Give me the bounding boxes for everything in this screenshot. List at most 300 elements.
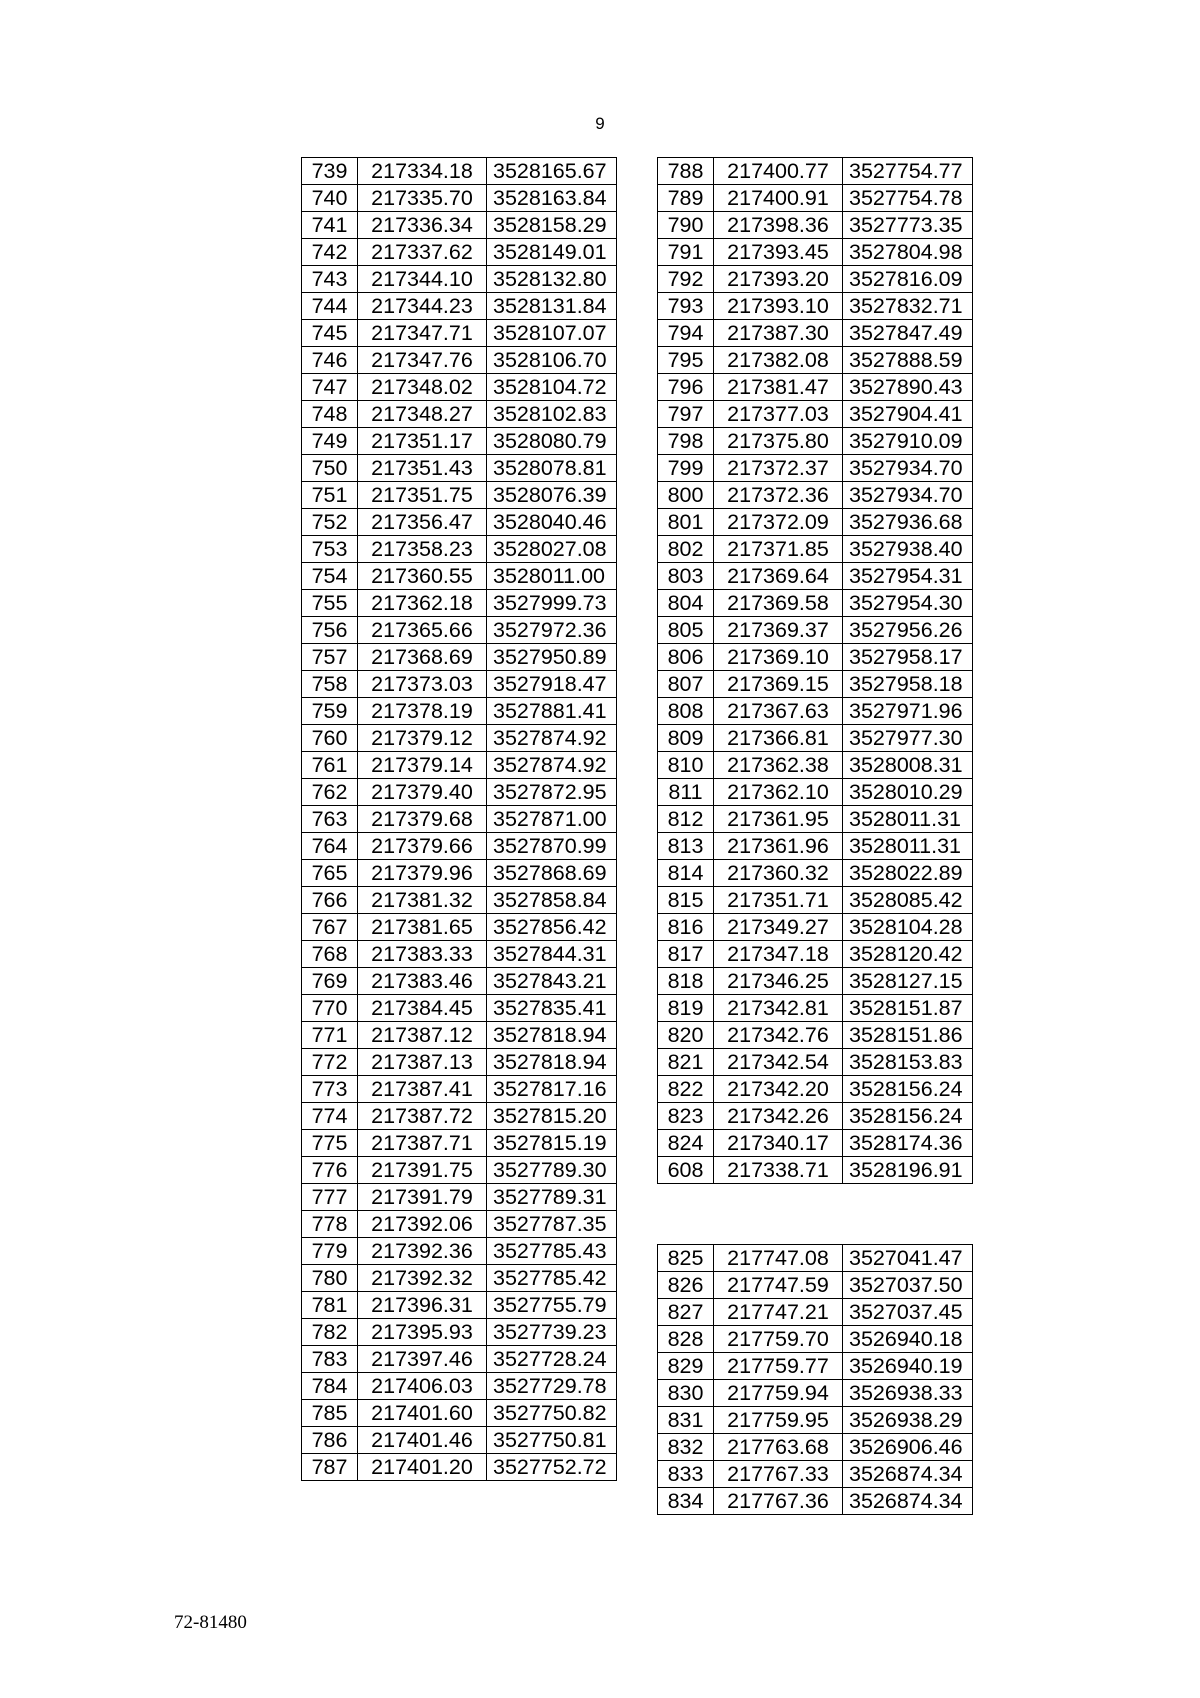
y-coordinate-cell: 3527843.21 bbox=[487, 968, 617, 995]
table-row bbox=[302, 401, 617, 428]
point-number-cell: 747 bbox=[302, 374, 358, 401]
table-row bbox=[658, 1245, 973, 1272]
table-row bbox=[302, 1265, 617, 1292]
table-row bbox=[302, 1427, 617, 1454]
point-number-cell: 817 bbox=[658, 941, 714, 968]
table-row bbox=[302, 752, 617, 779]
x-coordinate-cell: 217351.75 bbox=[358, 482, 487, 509]
point-number-cell: 811 bbox=[658, 779, 714, 806]
y-coordinate-cell: 3527904.41 bbox=[843, 401, 973, 428]
point-number-cell: 768 bbox=[302, 941, 358, 968]
x-coordinate-cell: 217747.08 bbox=[714, 1245, 843, 1272]
point-number-cell: 746 bbox=[302, 347, 358, 374]
table-row bbox=[658, 941, 973, 968]
point-number-cell: 776 bbox=[302, 1157, 358, 1184]
x-coordinate-cell: 217392.36 bbox=[358, 1238, 487, 1265]
point-number-cell: 758 bbox=[302, 671, 358, 698]
point-number-cell: 795 bbox=[658, 347, 714, 374]
x-coordinate-cell: 217337.62 bbox=[358, 239, 487, 266]
y-coordinate-cell: 3528120.42 bbox=[843, 941, 973, 968]
x-coordinate-cell: 217383.33 bbox=[358, 941, 487, 968]
y-coordinate-cell: 3527773.35 bbox=[843, 212, 973, 239]
y-coordinate-cell: 3527818.94 bbox=[487, 1049, 617, 1076]
x-coordinate-cell: 217400.77 bbox=[714, 158, 843, 185]
table-row bbox=[658, 644, 973, 671]
y-coordinate-cell: 3528156.24 bbox=[843, 1076, 973, 1103]
table-row bbox=[658, 1326, 973, 1353]
coordinate-table-left bbox=[301, 157, 617, 1481]
x-coordinate-cell: 217367.63 bbox=[714, 698, 843, 725]
y-coordinate-cell: 3528196.91 bbox=[843, 1157, 973, 1184]
point-number-cell: 821 bbox=[658, 1049, 714, 1076]
table-row bbox=[658, 185, 973, 212]
x-coordinate-cell: 217384.45 bbox=[358, 995, 487, 1022]
table-row bbox=[302, 1292, 617, 1319]
y-coordinate-cell: 3528127.15 bbox=[843, 968, 973, 995]
y-coordinate-cell: 3528158.29 bbox=[487, 212, 617, 239]
y-coordinate-cell: 3527972.36 bbox=[487, 617, 617, 644]
table-row bbox=[658, 887, 973, 914]
point-number-cell: 743 bbox=[302, 266, 358, 293]
point-number-cell: 773 bbox=[302, 1076, 358, 1103]
y-coordinate-cell: 3526940.18 bbox=[843, 1326, 973, 1353]
table-row bbox=[658, 617, 973, 644]
y-coordinate-cell: 3527785.43 bbox=[487, 1238, 617, 1265]
table-row bbox=[302, 158, 617, 185]
x-coordinate-cell: 217371.85 bbox=[714, 536, 843, 563]
table-row bbox=[302, 968, 617, 995]
point-number-cell: 814 bbox=[658, 860, 714, 887]
x-coordinate-cell: 217360.32 bbox=[714, 860, 843, 887]
y-coordinate-cell: 3527950.89 bbox=[487, 644, 617, 671]
y-coordinate-cell: 3528106.70 bbox=[487, 347, 617, 374]
point-number-cell: 752 bbox=[302, 509, 358, 536]
y-coordinate-cell: 3527041.47 bbox=[843, 1245, 973, 1272]
y-coordinate-cell: 3527750.81 bbox=[487, 1427, 617, 1454]
x-coordinate-cell: 217344.23 bbox=[358, 293, 487, 320]
x-coordinate-cell: 217759.94 bbox=[714, 1380, 843, 1407]
x-coordinate-cell: 217391.79 bbox=[358, 1184, 487, 1211]
x-coordinate-cell: 217396.31 bbox=[358, 1292, 487, 1319]
x-coordinate-cell: 217763.68 bbox=[714, 1434, 843, 1461]
table-row bbox=[658, 1299, 973, 1326]
x-coordinate-cell: 217387.72 bbox=[358, 1103, 487, 1130]
point-number-cell: 815 bbox=[658, 887, 714, 914]
point-number-cell: 763 bbox=[302, 806, 358, 833]
table-row bbox=[658, 1157, 973, 1184]
y-coordinate-cell: 3527874.92 bbox=[487, 752, 617, 779]
y-coordinate-cell: 3527789.30 bbox=[487, 1157, 617, 1184]
y-coordinate-cell: 3528010.29 bbox=[843, 779, 973, 806]
x-coordinate-cell: 217372.09 bbox=[714, 509, 843, 536]
table-row bbox=[302, 671, 617, 698]
point-number-cell: 756 bbox=[302, 617, 358, 644]
table-row bbox=[302, 266, 617, 293]
table-row bbox=[658, 806, 973, 833]
y-coordinate-cell: 3528156.24 bbox=[843, 1103, 973, 1130]
x-coordinate-cell: 217382.08 bbox=[714, 347, 843, 374]
table-row bbox=[302, 374, 617, 401]
point-number-cell: 769 bbox=[302, 968, 358, 995]
y-coordinate-cell: 3528163.84 bbox=[487, 185, 617, 212]
point-number-cell: 753 bbox=[302, 536, 358, 563]
y-coordinate-cell: 3528102.83 bbox=[487, 401, 617, 428]
point-number-cell: 797 bbox=[658, 401, 714, 428]
x-coordinate-cell: 217358.23 bbox=[358, 536, 487, 563]
point-number-cell: 742 bbox=[302, 239, 358, 266]
point-number-cell: 784 bbox=[302, 1373, 358, 1400]
point-number-cell: 807 bbox=[658, 671, 714, 698]
table-row bbox=[302, 212, 617, 239]
point-number-cell: 788 bbox=[658, 158, 714, 185]
table-row bbox=[302, 806, 617, 833]
point-number-cell: 775 bbox=[302, 1130, 358, 1157]
x-coordinate-cell: 217362.38 bbox=[714, 752, 843, 779]
point-number-cell: 808 bbox=[658, 698, 714, 725]
table-row bbox=[658, 347, 973, 374]
point-number-cell: 796 bbox=[658, 374, 714, 401]
y-coordinate-cell: 3527804.98 bbox=[843, 239, 973, 266]
table-row bbox=[302, 455, 617, 482]
table-row bbox=[658, 428, 973, 455]
x-coordinate-cell: 217387.71 bbox=[358, 1130, 487, 1157]
table-row bbox=[658, 239, 973, 266]
point-number-cell: 750 bbox=[302, 455, 358, 482]
point-number-cell: 749 bbox=[302, 428, 358, 455]
table-row bbox=[302, 941, 617, 968]
table-row bbox=[658, 509, 973, 536]
point-number-cell: 771 bbox=[302, 1022, 358, 1049]
x-coordinate-cell: 217369.37 bbox=[714, 617, 843, 644]
x-coordinate-cell: 217351.17 bbox=[358, 428, 487, 455]
x-coordinate-cell: 217747.21 bbox=[714, 1299, 843, 1326]
x-coordinate-cell: 217379.40 bbox=[358, 779, 487, 806]
y-coordinate-cell: 3527872.95 bbox=[487, 779, 617, 806]
table-row bbox=[658, 833, 973, 860]
point-number-cell: 802 bbox=[658, 536, 714, 563]
point-number-cell: 762 bbox=[302, 779, 358, 806]
table-row bbox=[302, 1049, 617, 1076]
table-row bbox=[658, 725, 973, 752]
x-coordinate-cell: 217401.46 bbox=[358, 1427, 487, 1454]
x-coordinate-cell: 217397.46 bbox=[358, 1346, 487, 1373]
x-coordinate-cell: 217372.37 bbox=[714, 455, 843, 482]
x-coordinate-cell: 217387.30 bbox=[714, 320, 843, 347]
y-coordinate-cell: 3527858.84 bbox=[487, 887, 617, 914]
y-coordinate-cell: 3526874.34 bbox=[843, 1488, 973, 1515]
table-row bbox=[658, 779, 973, 806]
table-row bbox=[302, 1076, 617, 1103]
x-coordinate-cell: 217377.03 bbox=[714, 401, 843, 428]
point-number-cell: 793 bbox=[658, 293, 714, 320]
y-coordinate-cell: 3528165.67 bbox=[487, 158, 617, 185]
y-coordinate-cell: 3527954.31 bbox=[843, 563, 973, 590]
point-number-cell: 789 bbox=[658, 185, 714, 212]
y-coordinate-cell: 3527868.69 bbox=[487, 860, 617, 887]
table-row bbox=[658, 158, 973, 185]
y-coordinate-cell: 3528151.86 bbox=[843, 1022, 973, 1049]
y-coordinate-cell: 3527832.71 bbox=[843, 293, 973, 320]
x-coordinate-cell: 217759.70 bbox=[714, 1326, 843, 1353]
y-coordinate-cell: 3527818.94 bbox=[487, 1022, 617, 1049]
y-coordinate-cell: 3527037.45 bbox=[843, 1299, 973, 1326]
x-coordinate-cell: 217381.47 bbox=[714, 374, 843, 401]
table-row bbox=[658, 1103, 973, 1130]
x-coordinate-cell: 217398.36 bbox=[714, 212, 843, 239]
table-row bbox=[302, 185, 617, 212]
x-coordinate-cell: 217346.25 bbox=[714, 968, 843, 995]
y-coordinate-cell: 3528132.80 bbox=[487, 266, 617, 293]
point-number-cell: 822 bbox=[658, 1076, 714, 1103]
table-row bbox=[302, 293, 617, 320]
y-coordinate-cell: 3527871.00 bbox=[487, 806, 617, 833]
table-row bbox=[658, 1434, 973, 1461]
y-coordinate-cell: 3527936.68 bbox=[843, 509, 973, 536]
x-coordinate-cell: 217342.54 bbox=[714, 1049, 843, 1076]
y-coordinate-cell: 3528085.42 bbox=[843, 887, 973, 914]
x-coordinate-cell: 217342.20 bbox=[714, 1076, 843, 1103]
y-coordinate-cell: 3527954.30 bbox=[843, 590, 973, 617]
table-row bbox=[302, 1238, 617, 1265]
point-number-cell: 818 bbox=[658, 968, 714, 995]
table-row bbox=[658, 320, 973, 347]
point-number-cell: 787 bbox=[302, 1454, 358, 1481]
point-number-cell: 764 bbox=[302, 833, 358, 860]
y-coordinate-cell: 3528080.79 bbox=[487, 428, 617, 455]
point-number-cell: 782 bbox=[302, 1319, 358, 1346]
point-number-cell: 819 bbox=[658, 995, 714, 1022]
x-coordinate-cell: 217406.03 bbox=[358, 1373, 487, 1400]
y-coordinate-cell: 3528011.31 bbox=[843, 806, 973, 833]
x-coordinate-cell: 217360.55 bbox=[358, 563, 487, 590]
table-row bbox=[658, 212, 973, 239]
y-coordinate-cell: 3527890.43 bbox=[843, 374, 973, 401]
table-row bbox=[302, 428, 617, 455]
y-coordinate-cell: 3527728.24 bbox=[487, 1346, 617, 1373]
y-coordinate-cell: 3527739.23 bbox=[487, 1319, 617, 1346]
x-coordinate-cell: 217401.20 bbox=[358, 1454, 487, 1481]
y-coordinate-cell: 3528104.72 bbox=[487, 374, 617, 401]
point-number-cell: 780 bbox=[302, 1265, 358, 1292]
point-number-cell: 745 bbox=[302, 320, 358, 347]
y-coordinate-cell: 3527874.92 bbox=[487, 725, 617, 752]
table-row bbox=[302, 887, 617, 914]
table-row bbox=[658, 860, 973, 887]
table-row bbox=[658, 455, 973, 482]
x-coordinate-cell: 217373.03 bbox=[358, 671, 487, 698]
table-row bbox=[302, 914, 617, 941]
y-coordinate-cell: 3527971.96 bbox=[843, 698, 973, 725]
x-coordinate-cell: 217351.71 bbox=[714, 887, 843, 914]
x-coordinate-cell: 217342.26 bbox=[714, 1103, 843, 1130]
table-row bbox=[302, 1400, 617, 1427]
y-coordinate-cell: 3528153.83 bbox=[843, 1049, 973, 1076]
x-coordinate-cell: 217347.76 bbox=[358, 347, 487, 374]
point-number-cell: 739 bbox=[302, 158, 358, 185]
table-row bbox=[658, 1272, 973, 1299]
table-row bbox=[302, 1130, 617, 1157]
table-row bbox=[658, 914, 973, 941]
y-coordinate-cell: 3527918.47 bbox=[487, 671, 617, 698]
point-number-cell: 765 bbox=[302, 860, 358, 887]
point-number-cell: 805 bbox=[658, 617, 714, 644]
x-coordinate-cell: 217361.96 bbox=[714, 833, 843, 860]
point-number-cell: 744 bbox=[302, 293, 358, 320]
y-coordinate-cell: 3527977.30 bbox=[843, 725, 973, 752]
table-row bbox=[302, 1373, 617, 1400]
table-row bbox=[302, 1184, 617, 1211]
point-number-cell: 761 bbox=[302, 752, 358, 779]
y-coordinate-cell: 3527789.31 bbox=[487, 1184, 617, 1211]
x-coordinate-cell: 217336.34 bbox=[358, 212, 487, 239]
table-row bbox=[302, 1454, 617, 1481]
y-coordinate-cell: 3527999.73 bbox=[487, 590, 617, 617]
x-coordinate-cell: 217351.43 bbox=[358, 455, 487, 482]
x-coordinate-cell: 217368.69 bbox=[358, 644, 487, 671]
y-coordinate-cell: 3528078.81 bbox=[487, 455, 617, 482]
x-coordinate-cell: 217362.10 bbox=[714, 779, 843, 806]
x-coordinate-cell: 217349.27 bbox=[714, 914, 843, 941]
point-number-cell: 823 bbox=[658, 1103, 714, 1130]
y-coordinate-cell: 3528022.89 bbox=[843, 860, 973, 887]
point-number-cell: 767 bbox=[302, 914, 358, 941]
table-row bbox=[302, 725, 617, 752]
table-row bbox=[302, 1157, 617, 1184]
x-coordinate-cell: 217378.19 bbox=[358, 698, 487, 725]
point-number-cell: 786 bbox=[302, 1427, 358, 1454]
y-coordinate-cell: 3528131.84 bbox=[487, 293, 617, 320]
x-coordinate-cell: 217767.33 bbox=[714, 1461, 843, 1488]
x-coordinate-cell: 217347.18 bbox=[714, 941, 843, 968]
x-coordinate-cell: 217365.66 bbox=[358, 617, 487, 644]
table-row bbox=[658, 1076, 973, 1103]
x-coordinate-cell: 217369.64 bbox=[714, 563, 843, 590]
y-coordinate-cell: 3527881.41 bbox=[487, 698, 617, 725]
y-coordinate-cell: 3528151.87 bbox=[843, 995, 973, 1022]
table-row bbox=[302, 590, 617, 617]
point-number-cell: 831 bbox=[658, 1407, 714, 1434]
point-number-cell: 777 bbox=[302, 1184, 358, 1211]
x-coordinate-cell: 217338.71 bbox=[714, 1157, 843, 1184]
table-row bbox=[658, 482, 973, 509]
y-coordinate-cell: 3527956.26 bbox=[843, 617, 973, 644]
coordinate-table-right-upper bbox=[657, 157, 973, 1184]
table-row bbox=[658, 1353, 973, 1380]
table-row bbox=[658, 752, 973, 779]
x-coordinate-cell: 217387.12 bbox=[358, 1022, 487, 1049]
point-number-cell: 828 bbox=[658, 1326, 714, 1353]
table-row bbox=[658, 995, 973, 1022]
point-number-cell: 834 bbox=[658, 1488, 714, 1515]
y-coordinate-cell: 3527816.09 bbox=[843, 266, 973, 293]
table-row bbox=[302, 1022, 617, 1049]
table-row bbox=[302, 1211, 617, 1238]
y-coordinate-cell: 3527888.59 bbox=[843, 347, 973, 374]
table-row bbox=[302, 995, 617, 1022]
y-coordinate-cell: 3527856.42 bbox=[487, 914, 617, 941]
y-coordinate-cell: 3527844.31 bbox=[487, 941, 617, 968]
point-number-cell: 751 bbox=[302, 482, 358, 509]
y-coordinate-cell: 3527754.78 bbox=[843, 185, 973, 212]
point-number-cell: 810 bbox=[658, 752, 714, 779]
y-coordinate-cell: 3527835.41 bbox=[487, 995, 617, 1022]
x-coordinate-cell: 217379.12 bbox=[358, 725, 487, 752]
table-row bbox=[658, 266, 973, 293]
x-coordinate-cell: 217392.32 bbox=[358, 1265, 487, 1292]
y-coordinate-cell: 3528011.31 bbox=[843, 833, 973, 860]
point-number-cell: 741 bbox=[302, 212, 358, 239]
point-number-cell: 748 bbox=[302, 401, 358, 428]
point-number-cell: 794 bbox=[658, 320, 714, 347]
point-number-cell: 826 bbox=[658, 1272, 714, 1299]
point-number-cell: 770 bbox=[302, 995, 358, 1022]
table-row bbox=[302, 239, 617, 266]
point-number-cell: 792 bbox=[658, 266, 714, 293]
table-row bbox=[302, 1346, 617, 1373]
point-number-cell: 829 bbox=[658, 1353, 714, 1380]
x-coordinate-cell: 217342.76 bbox=[714, 1022, 843, 1049]
point-number-cell: 804 bbox=[658, 590, 714, 617]
table-row bbox=[302, 779, 617, 806]
y-coordinate-cell: 3528040.46 bbox=[487, 509, 617, 536]
point-number-cell: 608 bbox=[658, 1157, 714, 1184]
table-row bbox=[302, 536, 617, 563]
table-row bbox=[658, 968, 973, 995]
table-row bbox=[302, 1103, 617, 1130]
coordinate-table-right-lower bbox=[657, 1244, 973, 1515]
table-row bbox=[658, 1488, 973, 1515]
y-coordinate-cell: 3527958.18 bbox=[843, 671, 973, 698]
x-coordinate-cell: 217379.96 bbox=[358, 860, 487, 887]
point-number-cell: 754 bbox=[302, 563, 358, 590]
x-coordinate-cell: 217340.17 bbox=[714, 1130, 843, 1157]
x-coordinate-cell: 217747.59 bbox=[714, 1272, 843, 1299]
table-row bbox=[302, 563, 617, 590]
y-coordinate-cell: 3528027.08 bbox=[487, 536, 617, 563]
x-coordinate-cell: 217379.66 bbox=[358, 833, 487, 860]
y-coordinate-cell: 3528104.28 bbox=[843, 914, 973, 941]
y-coordinate-cell: 3527910.09 bbox=[843, 428, 973, 455]
x-coordinate-cell: 217387.13 bbox=[358, 1049, 487, 1076]
y-coordinate-cell: 3527754.77 bbox=[843, 158, 973, 185]
point-number-cell: 816 bbox=[658, 914, 714, 941]
point-number-cell: 755 bbox=[302, 590, 358, 617]
table-row bbox=[658, 1380, 973, 1407]
point-number-cell: 799 bbox=[658, 455, 714, 482]
table-row bbox=[658, 1049, 973, 1076]
x-coordinate-cell: 217366.81 bbox=[714, 725, 843, 752]
table-row bbox=[302, 320, 617, 347]
point-number-cell: 766 bbox=[302, 887, 358, 914]
y-coordinate-cell: 3528011.00 bbox=[487, 563, 617, 590]
point-number-cell: 813 bbox=[658, 833, 714, 860]
y-coordinate-cell: 3527752.72 bbox=[487, 1454, 617, 1481]
point-number-cell: 779 bbox=[302, 1238, 358, 1265]
x-coordinate-cell: 217759.77 bbox=[714, 1353, 843, 1380]
point-number-cell: 824 bbox=[658, 1130, 714, 1157]
y-coordinate-cell: 3527934.70 bbox=[843, 482, 973, 509]
x-coordinate-cell: 217348.27 bbox=[358, 401, 487, 428]
point-number-cell: 801 bbox=[658, 509, 714, 536]
y-coordinate-cell: 3527815.20 bbox=[487, 1103, 617, 1130]
y-coordinate-cell: 3527847.49 bbox=[843, 320, 973, 347]
point-number-cell: 783 bbox=[302, 1346, 358, 1373]
table-row bbox=[658, 1022, 973, 1049]
x-coordinate-cell: 217395.93 bbox=[358, 1319, 487, 1346]
x-coordinate-cell: 217401.60 bbox=[358, 1400, 487, 1427]
x-coordinate-cell: 217375.80 bbox=[714, 428, 843, 455]
table-row bbox=[302, 617, 617, 644]
